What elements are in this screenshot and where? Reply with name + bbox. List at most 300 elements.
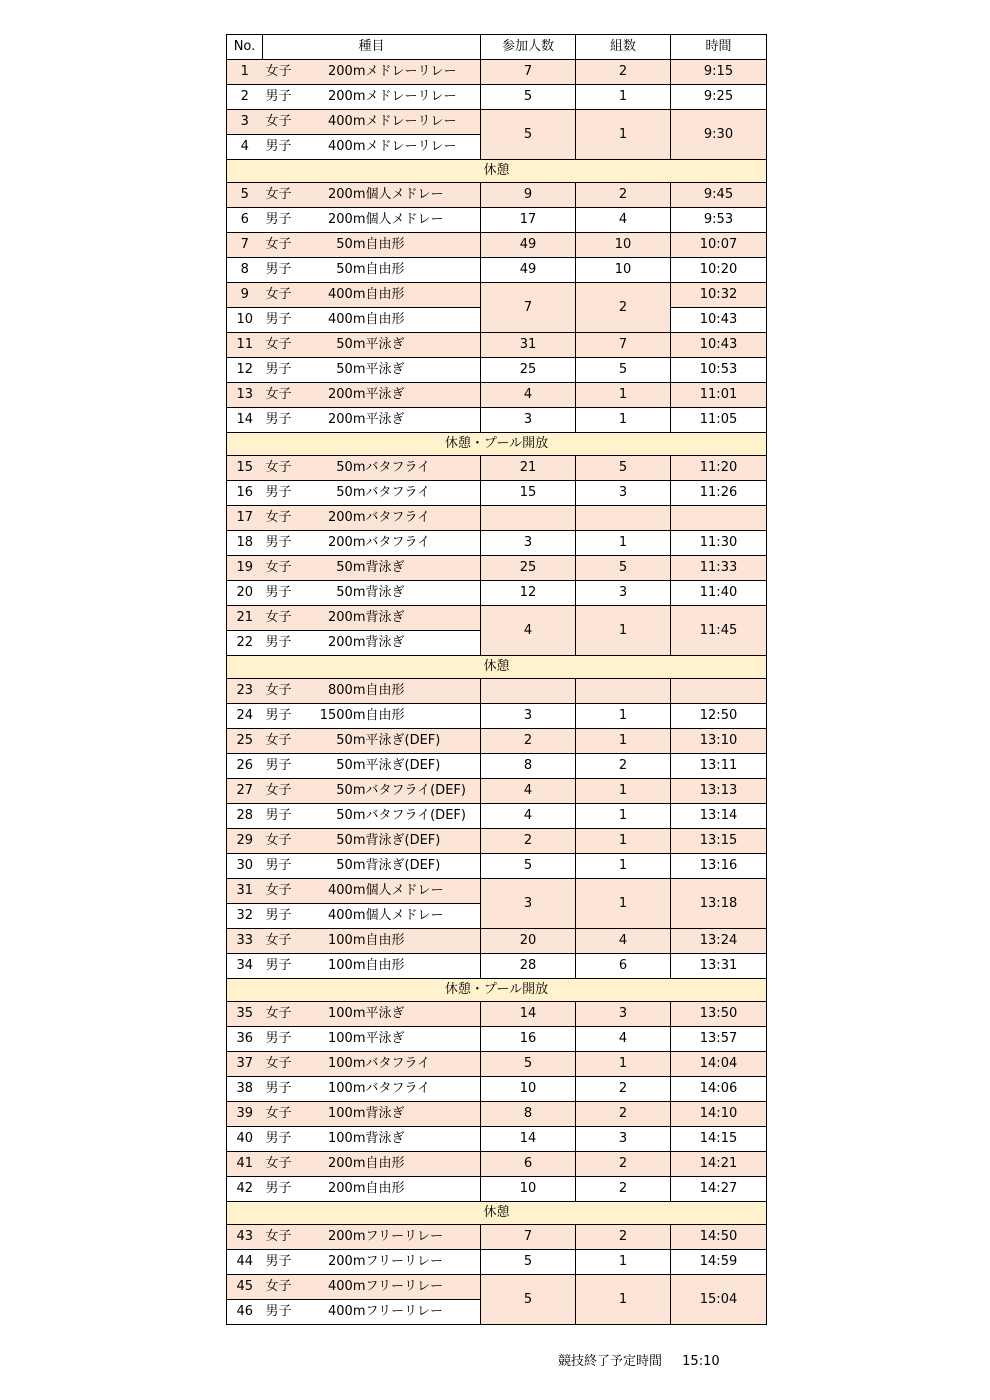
event-name-cell xyxy=(263,1275,481,1300)
event-number: 4 xyxy=(227,135,263,160)
end-time-note xyxy=(558,1350,720,1369)
event-sex: 女子 xyxy=(265,933,292,948)
event-name-cell xyxy=(263,804,481,829)
event-stroke: 背泳ぎ xyxy=(365,635,405,650)
event-stroke: 個人メドレー xyxy=(365,187,444,202)
event-distance: 200m xyxy=(328,635,366,650)
event-name-cell xyxy=(263,1027,481,1052)
event-distance: 100m xyxy=(328,1006,366,1021)
event-stroke: 平泳ぎ xyxy=(365,362,405,377)
time-cell: 13:10 xyxy=(671,729,767,754)
time-cell: 13:18 xyxy=(671,879,767,929)
event-sex: 女子 xyxy=(265,1279,292,1294)
event-name-cell xyxy=(263,308,481,333)
event-row xyxy=(227,1127,767,1152)
event-name-cell xyxy=(263,631,481,656)
event-sex: 女子 xyxy=(265,187,292,202)
event-stroke: 自由形 xyxy=(365,1156,405,1171)
event-distance: 50m xyxy=(336,733,366,748)
end-time-label: 競技終了予定時間 xyxy=(558,1354,663,1369)
groups-cell: 5 xyxy=(576,358,671,383)
event-stroke: 自由形 xyxy=(365,708,405,723)
participants-cell: 4 xyxy=(481,383,576,408)
event-sex: 女子 xyxy=(265,337,292,352)
event-distance: 50m xyxy=(336,485,366,500)
participants-cell: 3 xyxy=(481,704,576,729)
event-number: 30 xyxy=(227,854,263,879)
event-row xyxy=(227,1177,767,1202)
event-row xyxy=(227,606,767,631)
event-number: 21 xyxy=(227,606,263,631)
participants-cell: 15 xyxy=(481,481,576,506)
event-stroke: 背泳ぎ xyxy=(365,1106,405,1121)
time-cell: 11:30 xyxy=(671,531,767,556)
event-row xyxy=(227,531,767,556)
event-sex: 男子 xyxy=(265,535,292,550)
event-sex: 女子 xyxy=(265,1229,292,1244)
event-stroke: メドレーリレー xyxy=(365,64,457,79)
event-name-cell xyxy=(263,1077,481,1102)
time-cell xyxy=(671,679,767,704)
event-sex: 男子 xyxy=(265,139,292,154)
participants-cell: 7 xyxy=(481,1225,576,1250)
event-number: 16 xyxy=(227,481,263,506)
break-row xyxy=(227,1202,767,1225)
time-cell: 13:13 xyxy=(671,779,767,804)
groups-cell: 3 xyxy=(576,1127,671,1152)
event-distance: 200m xyxy=(328,535,366,550)
event-row xyxy=(227,506,767,531)
groups-cell: 1 xyxy=(576,606,671,656)
participants-cell: 14 xyxy=(481,1127,576,1152)
event-name-cell xyxy=(263,408,481,433)
participants-cell: 4 xyxy=(481,606,576,656)
event-stroke: 背泳ぎ xyxy=(365,1131,405,1146)
event-stroke: 個人メドレー xyxy=(365,212,444,227)
participants-cell: 10 xyxy=(481,1077,576,1102)
schedule-table xyxy=(226,34,767,1325)
event-name-cell xyxy=(263,383,481,408)
event-row xyxy=(227,1002,767,1027)
groups-cell: 1 xyxy=(576,1052,671,1077)
groups-cell: 1 xyxy=(576,1250,671,1275)
groups-cell: 1 xyxy=(576,729,671,754)
event-stroke: メドレーリレー xyxy=(365,89,457,104)
schedule-body xyxy=(227,60,767,1325)
participants-cell: 8 xyxy=(481,1102,576,1127)
groups-cell: 1 xyxy=(576,383,671,408)
event-stroke: 平泳ぎ xyxy=(365,1006,405,1021)
event-stroke: 背泳ぎ(DEF) xyxy=(365,833,441,848)
event-number: 9 xyxy=(227,283,263,308)
participants-cell: 5 xyxy=(481,854,576,879)
event-row xyxy=(227,954,767,979)
event-sex: 男子 xyxy=(265,89,292,104)
participants-cell: 3 xyxy=(481,408,576,433)
event-name-cell xyxy=(263,258,481,283)
event-row xyxy=(227,1102,767,1127)
event-stroke: バタフライ xyxy=(365,1056,431,1071)
event-stroke: バタフライ(DEF) xyxy=(365,808,466,823)
event-number: 34 xyxy=(227,954,263,979)
groups-cell: 2 xyxy=(576,1225,671,1250)
event-row xyxy=(227,481,767,506)
groups-cell: 1 xyxy=(576,408,671,433)
event-row xyxy=(227,1225,767,1250)
break-label: 休憩・プール開放 xyxy=(227,979,767,1002)
event-distance: 100m xyxy=(328,958,366,973)
event-number: 5 xyxy=(227,183,263,208)
break-row xyxy=(227,656,767,679)
groups-cell: 5 xyxy=(576,556,671,581)
event-distance: 200m xyxy=(328,610,366,625)
event-number: 26 xyxy=(227,754,263,779)
event-stroke: フリーリレー xyxy=(365,1304,443,1319)
time-cell: 14:27 xyxy=(671,1177,767,1202)
participants-cell xyxy=(481,506,576,531)
event-number: 2 xyxy=(227,85,263,110)
event-number: 20 xyxy=(227,581,263,606)
groups-cell: 1 xyxy=(576,829,671,854)
event-sex: 女子 xyxy=(265,460,292,475)
event-sex: 女子 xyxy=(265,237,292,252)
event-stroke: バタフライ xyxy=(365,485,431,500)
event-sex: 女子 xyxy=(265,114,292,129)
participants-cell: 31 xyxy=(481,333,576,358)
event-sex: 女子 xyxy=(265,833,292,848)
time-cell: 14:21 xyxy=(671,1152,767,1177)
groups-cell: 10 xyxy=(576,233,671,258)
event-row xyxy=(227,1152,767,1177)
participants-cell: 21 xyxy=(481,456,576,481)
participants-cell: 16 xyxy=(481,1027,576,1052)
event-stroke: 平泳ぎ(DEF) xyxy=(365,733,441,748)
event-stroke: 自由形 xyxy=(365,1181,405,1196)
event-sex: 女子 xyxy=(265,1006,292,1021)
event-name-cell xyxy=(263,779,481,804)
event-sex: 男子 xyxy=(265,958,292,973)
participants-cell: 49 xyxy=(481,233,576,258)
event-number: 6 xyxy=(227,208,263,233)
event-stroke: 背泳ぎ xyxy=(365,585,405,600)
groups-cell: 2 xyxy=(576,1177,671,1202)
event-stroke: 平泳ぎ xyxy=(365,412,405,427)
event-sex: 女子 xyxy=(265,883,292,898)
event-distance: 400m xyxy=(328,312,366,327)
event-stroke: 自由形 xyxy=(365,958,405,973)
event-row xyxy=(227,779,767,804)
participants-cell: 25 xyxy=(481,358,576,383)
event-distance: 50m xyxy=(336,262,366,277)
event-sex: 男子 xyxy=(265,312,292,327)
event-name-cell xyxy=(263,929,481,954)
event-stroke: バタフライ xyxy=(365,535,431,550)
participants-cell: 7 xyxy=(481,60,576,85)
event-distance: 200m xyxy=(328,387,366,402)
break-row xyxy=(227,433,767,456)
time-cell: 14:10 xyxy=(671,1102,767,1127)
event-distance: 400m xyxy=(328,139,366,154)
event-row xyxy=(227,704,767,729)
groups-cell: 3 xyxy=(576,481,671,506)
event-stroke: 平泳ぎ xyxy=(365,337,405,352)
groups-cell: 3 xyxy=(576,581,671,606)
event-row xyxy=(227,1250,767,1275)
event-distance: 200m xyxy=(328,1229,366,1244)
groups-cell: 1 xyxy=(576,779,671,804)
event-name-cell xyxy=(263,1002,481,1027)
break-label: 休憩 xyxy=(227,1202,767,1225)
event-number: 19 xyxy=(227,556,263,581)
event-name-cell xyxy=(263,1052,481,1077)
event-name-cell xyxy=(263,506,481,531)
event-stroke: 平泳ぎ(DEF) xyxy=(365,758,441,773)
event-number: 39 xyxy=(227,1102,263,1127)
event-row xyxy=(227,258,767,283)
event-sex: 女子 xyxy=(265,510,292,525)
event-name-cell xyxy=(263,333,481,358)
event-sex: 男子 xyxy=(265,262,292,277)
event-name-cell xyxy=(263,1300,481,1325)
event-row xyxy=(227,879,767,904)
event-sex: 女子 xyxy=(265,287,292,302)
event-number: 29 xyxy=(227,829,263,854)
time-cell: 14:15 xyxy=(671,1127,767,1152)
event-row xyxy=(227,1275,767,1300)
header-row xyxy=(227,35,767,60)
groups-cell: 1 xyxy=(576,879,671,929)
event-number: 23 xyxy=(227,679,263,704)
groups-cell: 1 xyxy=(576,110,671,160)
event-stroke: バタフライ xyxy=(365,1081,431,1096)
event-number: 38 xyxy=(227,1077,263,1102)
event-distance: 50m xyxy=(336,758,366,773)
time-cell: 14:59 xyxy=(671,1250,767,1275)
break-label: 休憩・プール開放 xyxy=(227,433,767,456)
groups-cell: 7 xyxy=(576,333,671,358)
event-name-cell xyxy=(263,679,481,704)
time-cell: 9:15 xyxy=(671,60,767,85)
participants-cell: 25 xyxy=(481,556,576,581)
event-stroke: バタフライ(DEF) xyxy=(365,783,466,798)
participants-cell: 6 xyxy=(481,1152,576,1177)
participants-cell: 3 xyxy=(481,879,576,929)
participants-cell: 20 xyxy=(481,929,576,954)
event-number: 40 xyxy=(227,1127,263,1152)
event-row xyxy=(227,208,767,233)
event-distance: 200m xyxy=(328,64,366,79)
time-cell: 13:57 xyxy=(671,1027,767,1052)
event-sex: 女子 xyxy=(265,1156,292,1171)
event-name-cell xyxy=(263,879,481,904)
event-sex: 男子 xyxy=(265,908,292,923)
time-cell: 10:20 xyxy=(671,258,767,283)
groups-cell: 2 xyxy=(576,1077,671,1102)
event-sex: 男子 xyxy=(265,758,292,773)
groups-cell: 3 xyxy=(576,1002,671,1027)
event-distance: 400m xyxy=(328,287,366,302)
event-sex: 女子 xyxy=(265,387,292,402)
participants-cell: 4 xyxy=(481,804,576,829)
break-row xyxy=(227,160,767,183)
event-stroke: メドレーリレー xyxy=(365,139,457,154)
participants-cell: 14 xyxy=(481,1002,576,1027)
event-sex: 男子 xyxy=(265,1031,292,1046)
event-name-cell xyxy=(263,1152,481,1177)
break-row xyxy=(227,979,767,1002)
event-name-cell xyxy=(263,481,481,506)
event-sex: 女子 xyxy=(265,560,292,575)
time-cell: 9:30 xyxy=(671,110,767,160)
participants-cell: 28 xyxy=(481,954,576,979)
event-distance: 800m xyxy=(328,683,366,698)
time-cell: 9:25 xyxy=(671,85,767,110)
time-cell: 11:01 xyxy=(671,383,767,408)
event-number: 36 xyxy=(227,1027,263,1052)
time-cell: 9:53 xyxy=(671,208,767,233)
participants-cell xyxy=(481,679,576,704)
event-distance: 50m xyxy=(336,237,366,252)
groups-cell: 2 xyxy=(576,60,671,85)
event-name-cell xyxy=(263,183,481,208)
event-number: 25 xyxy=(227,729,263,754)
groups-cell: 2 xyxy=(576,1102,671,1127)
event-number: 10 xyxy=(227,308,263,333)
time-cell: 10:43 xyxy=(671,333,767,358)
event-stroke: バタフライ xyxy=(365,510,431,525)
time-cell: 11:05 xyxy=(671,408,767,433)
event-sex: 男子 xyxy=(265,585,292,600)
time-cell: 14:06 xyxy=(671,1077,767,1102)
event-number: 27 xyxy=(227,779,263,804)
event-distance: 100m xyxy=(328,1131,366,1146)
event-name-cell xyxy=(263,904,481,929)
event-stroke: 個人メドレー xyxy=(365,883,444,898)
event-number: 7 xyxy=(227,233,263,258)
event-distance: 400m xyxy=(328,883,366,898)
participants-cell: 9 xyxy=(481,183,576,208)
event-sex: 男子 xyxy=(265,808,292,823)
participants-cell: 3 xyxy=(481,531,576,556)
event-number: 33 xyxy=(227,929,263,954)
event-name-cell xyxy=(263,854,481,879)
event-stroke: 自由形 xyxy=(365,312,405,327)
event-row xyxy=(227,804,767,829)
event-distance: 50m xyxy=(336,460,366,475)
event-name-cell xyxy=(263,754,481,779)
event-stroke: 自由形 xyxy=(365,262,405,277)
time-cell: 13:15 xyxy=(671,829,767,854)
event-stroke: バタフライ xyxy=(365,460,431,475)
event-name-cell xyxy=(263,60,481,85)
event-distance: 200m xyxy=(328,510,366,525)
event-distance: 200m xyxy=(328,1181,366,1196)
event-distance: 50m xyxy=(336,560,366,575)
time-cell: 14:50 xyxy=(671,1225,767,1250)
event-stroke: メドレーリレー xyxy=(365,114,457,129)
event-number: 1 xyxy=(227,60,263,85)
participants-cell: 5 xyxy=(481,1052,576,1077)
groups-cell: 5 xyxy=(576,456,671,481)
event-row xyxy=(227,729,767,754)
event-distance: 50m xyxy=(336,362,366,377)
participants-cell: 5 xyxy=(481,85,576,110)
time-cell xyxy=(671,506,767,531)
event-number: 42 xyxy=(227,1177,263,1202)
event-sex: 女子 xyxy=(265,64,292,79)
event-name-cell xyxy=(263,1177,481,1202)
event-row xyxy=(227,233,767,258)
event-number: 8 xyxy=(227,258,263,283)
time-cell: 15:04 xyxy=(671,1275,767,1325)
event-distance: 50m xyxy=(336,808,366,823)
event-sex: 女子 xyxy=(265,1106,292,1121)
header-participants: 参加人数 xyxy=(481,35,576,60)
groups-cell: 2 xyxy=(576,1152,671,1177)
event-row xyxy=(227,60,767,85)
event-sex: 男子 xyxy=(265,1254,292,1269)
time-cell: 11:45 xyxy=(671,606,767,656)
groups-cell: 2 xyxy=(576,283,671,333)
event-name-cell xyxy=(263,729,481,754)
groups-cell: 1 xyxy=(576,1275,671,1325)
participants-cell: 7 xyxy=(481,283,576,333)
time-cell: 13:50 xyxy=(671,1002,767,1027)
event-distance: 200m xyxy=(328,412,366,427)
event-row xyxy=(227,679,767,704)
event-name-cell xyxy=(263,358,481,383)
event-row xyxy=(227,754,767,779)
event-distance: 400m xyxy=(328,1279,366,1294)
header-groups: 組数 xyxy=(576,35,671,60)
event-distance: 50m xyxy=(336,585,366,600)
event-sex: 男子 xyxy=(265,362,292,377)
event-distance: 50m xyxy=(336,783,366,798)
event-number: 37 xyxy=(227,1052,263,1077)
event-distance: 400m xyxy=(328,1304,366,1319)
event-sex: 男子 xyxy=(265,485,292,500)
participants-cell: 49 xyxy=(481,258,576,283)
header-time: 時間 xyxy=(671,35,767,60)
event-sex: 男子 xyxy=(265,1304,292,1319)
event-number: 22 xyxy=(227,631,263,656)
event-number: 15 xyxy=(227,456,263,481)
event-name-cell xyxy=(263,208,481,233)
event-name-cell xyxy=(263,581,481,606)
event-row xyxy=(227,829,767,854)
event-row xyxy=(227,1052,767,1077)
event-sex: 女子 xyxy=(265,610,292,625)
event-distance: 200m xyxy=(328,89,366,104)
event-stroke: 自由形 xyxy=(365,933,405,948)
event-sex: 男子 xyxy=(265,635,292,650)
event-number: 17 xyxy=(227,506,263,531)
event-number: 35 xyxy=(227,1002,263,1027)
break-label: 休憩 xyxy=(227,160,767,183)
event-stroke: 平泳ぎ xyxy=(365,387,405,402)
event-row xyxy=(227,283,767,308)
event-name-cell xyxy=(263,829,481,854)
groups-cell: 1 xyxy=(576,531,671,556)
event-sex: 男子 xyxy=(265,212,292,227)
event-distance: 50m xyxy=(336,858,366,873)
event-stroke: 自由形 xyxy=(365,287,405,302)
event-name-cell xyxy=(263,283,481,308)
event-row xyxy=(227,110,767,135)
groups-cell: 1 xyxy=(576,804,671,829)
groups-cell: 4 xyxy=(576,929,671,954)
event-stroke: フリーリレー xyxy=(365,1229,443,1244)
